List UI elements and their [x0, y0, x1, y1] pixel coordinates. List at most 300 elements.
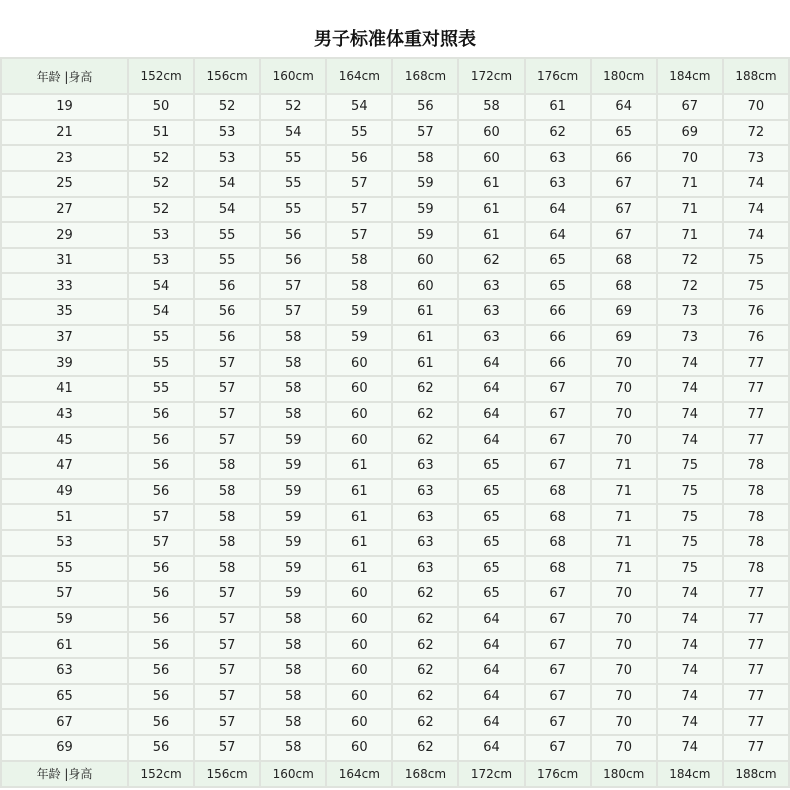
age-cell: 23	[2, 146, 127, 170]
weight-cell: 64	[459, 377, 523, 401]
weight-cell: 74	[724, 223, 788, 247]
weight-cell: 52	[261, 95, 325, 119]
weight-cell: 58	[261, 710, 325, 734]
weight-cell: 58	[195, 505, 259, 529]
age-cell: 53	[2, 531, 127, 555]
weight-cell: 71	[592, 531, 656, 555]
table-row	[2, 428, 788, 452]
weight-cell: 77	[724, 351, 788, 375]
weight-cell: 60	[459, 146, 523, 170]
age-cell: 31	[2, 249, 127, 273]
table-row	[2, 95, 788, 119]
weight-cell: 67	[526, 736, 590, 760]
weight-cell: 61	[459, 172, 523, 196]
weight-cell: 67	[526, 582, 590, 606]
weight-cell: 63	[393, 505, 457, 529]
height-column-header: 160cm	[261, 59, 325, 93]
weight-cell: 59	[261, 505, 325, 529]
weight-cell: 60	[393, 249, 457, 273]
weight-cell: 55	[195, 223, 259, 247]
weight-cell: 59	[261, 454, 325, 478]
age-cell: 37	[2, 326, 127, 350]
weight-cell: 64	[459, 736, 523, 760]
weight-cell: 61	[327, 505, 391, 529]
table-row	[2, 633, 788, 657]
weight-cell: 63	[393, 557, 457, 581]
weight-cell: 69	[592, 300, 656, 324]
age-cell: 47	[2, 454, 127, 478]
weight-cell: 54	[195, 198, 259, 222]
weight-cell: 52	[129, 198, 193, 222]
height-column-header: 176cm	[526, 59, 590, 93]
weight-cell: 56	[129, 454, 193, 478]
age-cell: 51	[2, 505, 127, 529]
table-row	[2, 557, 788, 581]
height-column-header: 168cm	[393, 762, 457, 786]
weight-cell: 53	[195, 121, 259, 145]
weight-cell: 55	[129, 377, 193, 401]
weight-cell: 66	[592, 146, 656, 170]
weight-cell: 55	[261, 198, 325, 222]
weight-cell: 72	[724, 121, 788, 145]
weight-cell: 62	[393, 403, 457, 427]
weight-cell: 74	[658, 659, 722, 683]
weight-cell: 77	[724, 608, 788, 632]
weight-cell: 59	[393, 223, 457, 247]
weight-cell: 71	[658, 198, 722, 222]
weight-cell: 58	[261, 377, 325, 401]
weight-cell: 61	[327, 531, 391, 555]
weight-cell: 71	[592, 454, 656, 478]
table-row	[2, 146, 788, 170]
weight-cell: 70	[592, 582, 656, 606]
weight-cell: 60	[327, 351, 391, 375]
weight-cell: 74	[658, 633, 722, 657]
weight-cell: 57	[129, 505, 193, 529]
table-row	[2, 403, 788, 427]
weight-cell: 59	[393, 172, 457, 196]
weight-cell: 60	[327, 659, 391, 683]
weight-cell: 61	[459, 198, 523, 222]
table-row	[2, 710, 788, 734]
weight-cell: 60	[327, 377, 391, 401]
weight-cell: 57	[327, 172, 391, 196]
weight-cell: 77	[724, 377, 788, 401]
weight-cell: 53	[129, 223, 193, 247]
weight-cell: 74	[724, 198, 788, 222]
weight-cell: 58	[261, 736, 325, 760]
weight-cell: 67	[526, 710, 590, 734]
weight-cell: 70	[592, 608, 656, 632]
weight-cell: 59	[327, 300, 391, 324]
weight-cell: 70	[592, 659, 656, 683]
age-cell: 59	[2, 608, 127, 632]
weight-cell: 57	[327, 198, 391, 222]
weight-cell: 74	[658, 403, 722, 427]
table-row	[2, 377, 788, 401]
weight-cell: 56	[261, 249, 325, 273]
weight-cell: 58	[393, 146, 457, 170]
weight-cell: 62	[526, 121, 590, 145]
weight-cell: 66	[526, 326, 590, 350]
table-row	[2, 300, 788, 324]
weight-cell: 57	[261, 274, 325, 298]
weight-cell: 57	[195, 428, 259, 452]
weight-cell: 71	[592, 480, 656, 504]
weight-cell: 56	[129, 710, 193, 734]
weight-cell: 78	[724, 505, 788, 529]
weight-cell: 58	[261, 608, 325, 632]
weight-cell: 54	[261, 121, 325, 145]
weight-cell: 67	[592, 198, 656, 222]
weight-cell: 74	[658, 685, 722, 709]
weight-cell: 67	[526, 633, 590, 657]
weight-cell: 75	[658, 505, 722, 529]
weight-cell: 63	[393, 454, 457, 478]
weight-cell: 52	[129, 172, 193, 196]
weight-cell: 58	[195, 454, 259, 478]
weight-cell: 77	[724, 582, 788, 606]
weight-cell: 62	[459, 249, 523, 273]
weight-cell: 74	[658, 736, 722, 760]
table-row	[2, 480, 788, 504]
weight-cell: 73	[658, 326, 722, 350]
weight-cell: 74	[658, 428, 722, 452]
height-column-header: 152cm	[129, 59, 193, 93]
weight-cell: 56	[129, 659, 193, 683]
age-cell: 45	[2, 428, 127, 452]
weight-cell: 62	[393, 710, 457, 734]
weight-cell: 58	[261, 351, 325, 375]
weight-cell: 57	[195, 351, 259, 375]
weight-cell: 76	[724, 300, 788, 324]
weight-cell: 71	[658, 223, 722, 247]
weight-cell: 59	[261, 582, 325, 606]
weight-cell: 75	[658, 454, 722, 478]
weight-cell: 67	[526, 454, 590, 478]
weight-cell: 58	[261, 633, 325, 657]
weight-cell: 57	[195, 403, 259, 427]
weight-cell: 60	[327, 633, 391, 657]
table-row	[2, 198, 788, 222]
weight-cell: 72	[658, 274, 722, 298]
weight-cell: 56	[195, 274, 259, 298]
weight-cell: 65	[459, 557, 523, 581]
weight-cell: 58	[459, 95, 523, 119]
weight-cell: 76	[724, 326, 788, 350]
weight-cell: 70	[724, 95, 788, 119]
weight-cell: 70	[592, 403, 656, 427]
weight-cell: 60	[327, 428, 391, 452]
weight-cell: 65	[526, 274, 590, 298]
weight-cell: 64	[459, 633, 523, 657]
weight-cell: 67	[526, 428, 590, 452]
weight-cell: 61	[526, 95, 590, 119]
weight-cell: 54	[327, 95, 391, 119]
weight-cell: 67	[658, 95, 722, 119]
weight-cell: 64	[526, 223, 590, 247]
weight-cell: 75	[724, 274, 788, 298]
weight-cell: 53	[195, 146, 259, 170]
age-cell: 61	[2, 633, 127, 657]
weight-cell: 66	[526, 300, 590, 324]
weight-cell: 60	[459, 121, 523, 145]
weight-cell: 61	[393, 300, 457, 324]
weight-cell: 58	[327, 274, 391, 298]
weight-cell: 67	[526, 377, 590, 401]
weight-cell: 57	[195, 710, 259, 734]
weight-cell: 60	[327, 403, 391, 427]
weight-cell: 68	[526, 531, 590, 555]
weight-cell: 70	[592, 685, 656, 709]
weight-cell: 62	[393, 608, 457, 632]
table-row	[2, 351, 788, 375]
weight-cell: 52	[195, 95, 259, 119]
weight-cell: 56	[129, 608, 193, 632]
weight-cell: 73	[658, 300, 722, 324]
weight-cell: 68	[526, 557, 590, 581]
weight-cell: 56	[195, 326, 259, 350]
weight-cell: 55	[261, 146, 325, 170]
weight-cell: 54	[195, 172, 259, 196]
weight-cell: 63	[526, 172, 590, 196]
table-row	[2, 121, 788, 145]
weight-cell: 68	[592, 249, 656, 273]
weight-cell: 63	[393, 480, 457, 504]
weight-cell: 67	[526, 403, 590, 427]
weight-cell: 56	[129, 582, 193, 606]
height-column-header: 184cm	[658, 762, 722, 786]
weight-cell: 63	[459, 300, 523, 324]
weight-cell: 58	[195, 531, 259, 555]
weight-cell: 72	[658, 249, 722, 273]
page-title: 男子标准体重对照表	[314, 29, 476, 50]
weight-cell: 70	[592, 633, 656, 657]
weight-cell: 57	[195, 582, 259, 606]
height-column-header: 172cm	[459, 762, 523, 786]
weight-cell: 52	[129, 146, 193, 170]
weight-cell: 58	[261, 403, 325, 427]
weight-cell: 57	[261, 300, 325, 324]
weight-cell: 59	[393, 198, 457, 222]
table-row	[2, 685, 788, 709]
weight-cell: 55	[129, 351, 193, 375]
table-row	[2, 172, 788, 196]
weight-cell: 68	[592, 274, 656, 298]
age-cell: 65	[2, 685, 127, 709]
weight-cell: 55	[261, 172, 325, 196]
weight-cell: 70	[658, 146, 722, 170]
weight-cell: 75	[658, 480, 722, 504]
weight-cell: 59	[261, 480, 325, 504]
weight-cell: 65	[459, 454, 523, 478]
weight-cell: 78	[724, 454, 788, 478]
weight-cell: 67	[592, 223, 656, 247]
age-cell: 27	[2, 198, 127, 222]
weight-cell: 70	[592, 428, 656, 452]
weight-cell: 63	[393, 531, 457, 555]
weight-cell: 70	[592, 377, 656, 401]
height-column-header: 152cm	[129, 762, 193, 786]
weight-cell: 77	[724, 736, 788, 760]
weight-cell: 64	[459, 608, 523, 632]
age-cell: 49	[2, 480, 127, 504]
weight-cell: 74	[658, 582, 722, 606]
weight-cell: 75	[658, 557, 722, 581]
weight-cell: 64	[459, 710, 523, 734]
weight-cell: 63	[459, 274, 523, 298]
weight-cell: 64	[459, 428, 523, 452]
weight-cell: 74	[658, 710, 722, 734]
weight-cell: 60	[327, 608, 391, 632]
height-column-header: 160cm	[261, 762, 325, 786]
weight-cell: 70	[592, 351, 656, 375]
weight-cell: 67	[526, 685, 590, 709]
table-row	[2, 326, 788, 350]
height-column-header: 184cm	[658, 59, 722, 93]
table-header-row	[2, 59, 788, 93]
age-cell: 39	[2, 351, 127, 375]
height-column-header: 188cm	[724, 59, 788, 93]
weight-cell: 67	[592, 172, 656, 196]
weight-cell: 58	[261, 659, 325, 683]
weight-cell: 58	[261, 326, 325, 350]
weight-cell: 55	[129, 326, 193, 350]
weight-cell: 65	[459, 480, 523, 504]
weight-cell: 57	[195, 608, 259, 632]
weight-cell: 75	[658, 531, 722, 555]
age-height-corner-label: 年龄 |身高	[2, 762, 127, 786]
weight-cell: 56	[129, 736, 193, 760]
weight-cell: 56	[129, 685, 193, 709]
weight-cell: 78	[724, 480, 788, 504]
weight-cell: 77	[724, 428, 788, 452]
weight-cell: 77	[724, 403, 788, 427]
weight-cell: 60	[327, 736, 391, 760]
height-column-header: 164cm	[327, 762, 391, 786]
age-cell: 21	[2, 121, 127, 145]
weight-cell: 77	[724, 659, 788, 683]
weight-cell: 64	[526, 198, 590, 222]
weight-cell: 58	[327, 249, 391, 273]
table-row	[2, 223, 788, 247]
table-row	[2, 505, 788, 529]
weight-cell: 61	[327, 480, 391, 504]
weight-cell: 62	[393, 428, 457, 452]
weight-cell: 57	[129, 531, 193, 555]
age-cell: 55	[2, 557, 127, 581]
weight-cell: 77	[724, 685, 788, 709]
weight-cell: 64	[592, 95, 656, 119]
weight-cell: 60	[327, 710, 391, 734]
weight-cell: 61	[327, 454, 391, 478]
weight-cell: 56	[195, 300, 259, 324]
weight-cell: 67	[526, 608, 590, 632]
age-cell: 69	[2, 736, 127, 760]
weight-cell: 74	[658, 351, 722, 375]
height-column-header: 180cm	[592, 59, 656, 93]
weight-cell: 75	[724, 249, 788, 273]
weight-cell: 59	[261, 428, 325, 452]
height-column-header: 168cm	[393, 59, 457, 93]
weight-cell: 64	[459, 351, 523, 375]
weight-cell: 56	[129, 557, 193, 581]
weight-cell: 60	[327, 685, 391, 709]
age-cell: 25	[2, 172, 127, 196]
height-column-header: 180cm	[592, 762, 656, 786]
age-cell: 67	[2, 710, 127, 734]
table-row	[2, 454, 788, 478]
weight-cell: 57	[195, 685, 259, 709]
weight-cell: 59	[327, 326, 391, 350]
table-row	[2, 274, 788, 298]
weight-cell: 68	[526, 505, 590, 529]
weight-cell: 57	[327, 223, 391, 247]
weight-cell: 54	[129, 300, 193, 324]
weight-cell: 65	[459, 531, 523, 555]
age-cell: 19	[2, 95, 127, 119]
weight-cell: 71	[592, 557, 656, 581]
weight-cell: 57	[195, 736, 259, 760]
weight-cell: 77	[724, 710, 788, 734]
age-cell: 35	[2, 300, 127, 324]
age-height-corner-label: 年龄 |身高	[2, 59, 127, 93]
weight-cell: 58	[195, 480, 259, 504]
weight-cell: 74	[724, 172, 788, 196]
weight-cell: 78	[724, 531, 788, 555]
weight-cell: 74	[658, 377, 722, 401]
weight-cell: 55	[327, 121, 391, 145]
weight-cell: 62	[393, 633, 457, 657]
weight-cell: 56	[129, 428, 193, 452]
table-row	[2, 249, 788, 273]
weight-cell: 56	[327, 146, 391, 170]
weight-cell: 64	[459, 685, 523, 709]
weight-cell: 59	[261, 557, 325, 581]
weight-cell: 56	[129, 403, 193, 427]
weight-cell: 62	[393, 685, 457, 709]
weight-cell: 59	[261, 531, 325, 555]
weight-cell: 58	[195, 557, 259, 581]
weight-table-container	[0, 57, 790, 788]
height-column-header: 188cm	[724, 762, 788, 786]
weight-cell: 73	[724, 146, 788, 170]
weight-cell: 71	[658, 172, 722, 196]
table-row	[2, 659, 788, 683]
weight-cell: 51	[129, 121, 193, 145]
weight-cell: 64	[459, 403, 523, 427]
weight-cell: 71	[592, 505, 656, 529]
weight-table	[0, 57, 790, 788]
weight-cell: 56	[129, 633, 193, 657]
weight-cell: 56	[261, 223, 325, 247]
weight-cell: 69	[592, 326, 656, 350]
weight-cell: 70	[592, 710, 656, 734]
age-cell: 33	[2, 274, 127, 298]
weight-cell: 65	[459, 582, 523, 606]
weight-cell: 61	[393, 351, 457, 375]
weight-cell: 65	[526, 249, 590, 273]
weight-cell: 64	[459, 659, 523, 683]
weight-cell: 61	[327, 557, 391, 581]
weight-cell: 57	[195, 659, 259, 683]
weight-cell: 67	[526, 659, 590, 683]
height-column-header: 176cm	[526, 762, 590, 786]
weight-cell: 56	[129, 480, 193, 504]
weight-cell: 63	[526, 146, 590, 170]
weight-table-body	[2, 59, 788, 786]
weight-cell: 61	[393, 326, 457, 350]
